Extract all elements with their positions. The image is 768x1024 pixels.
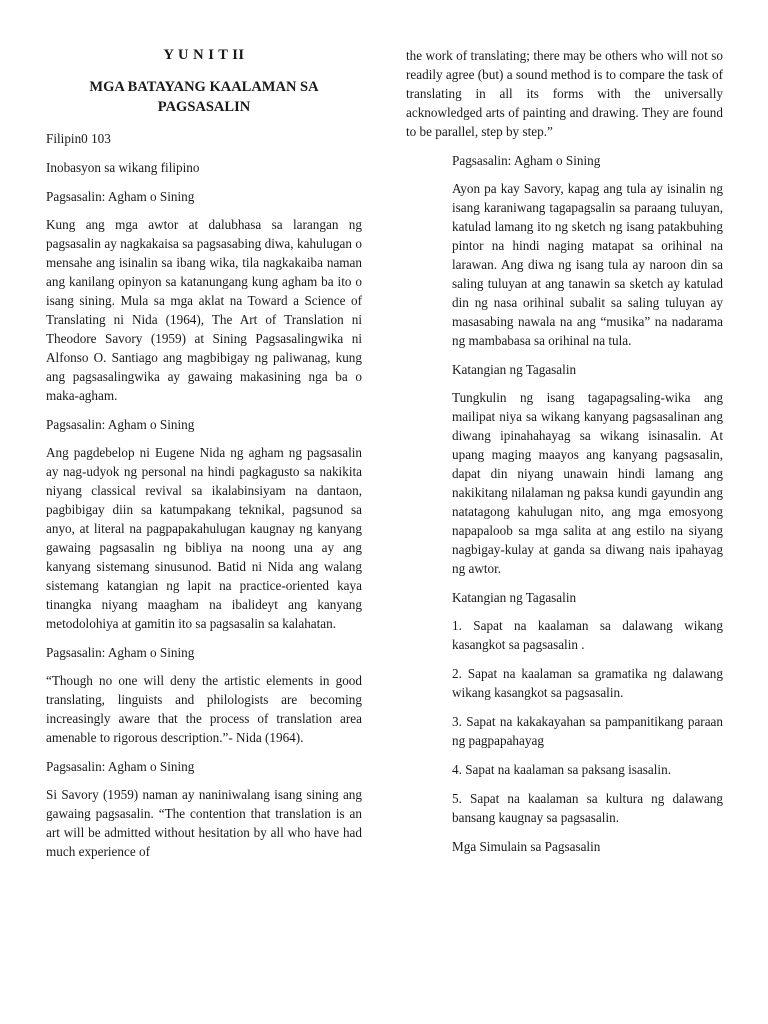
paragraph: Tungkulin ng isang tagapagsaling-wika ang mailipat niya sa wikang kanyang pagsasalinan ang diwang ipinahahayag sa wikang isinasalin. At upang maging maayos ang kanyang pagsasalin, dapat din niyang unawain hindi lamang ang nakikitang nilalaman ng paksa kundi gayundin ang natatagong kahulugan nito, ang mga emosyong napapaloob sa mga salita at ang estilo na siyang nagbigay-kulay at ganda sa diwang nais ipahayag ng awtor.	[452, 390, 723, 576]
paragraph: Kung ang mga awtor at dalubhasa sa larangan ng pagsasalin ay nagkakaisa sa pagsasabing diwa, kahulugan o mensahe ang isinalin sa ibang wika, tila nagkakaiba naman ang kanilang opinyon sa katanungang kung agham ba ito o isang sining. Mula sa mga aklat na Toward a Science of Translating ni Nida (1964), The Art of Translation ni Theodore Savory (1959) at Sining Pagsasalingwika ni Alfonso O. Santiago ang magbibigay ng paliwanag, kung ang pagsasalingwika ay gawaing makasining nga ba o maka-agham.	[46, 217, 362, 403]
paragraph: Ayon pa kay Savory, kapag ang tula ay isinalin ng isang karaniwang tagapagsalin sa paraang tuluyan, katulad lamang ito ng sketch ng isang patakbuhing pintor na hindi naging matapat sa orihinal na larawan. Ang diwa ng isang tula ay naroon din sa saling tuluyan at ang tanawin sa sketch ay katulad din ng nasa orihinal subalit sa saling tuluyan ay masasabing nawala na ang “musika” na nadarama ng mambabasa sa orihinal na tula.	[452, 181, 723, 348]
section-heading: Pagsasalin: Agham o Sining	[46, 759, 195, 774]
list-item: 4. Sapat na kaalaman sa paksang isasalin.	[452, 762, 671, 777]
list-item: 5. Sapat na kaalaman sa kultura ng dalawang bansang kaugnay sa pagsasalin.	[452, 791, 723, 825]
section-heading: Pagsasalin: Agham o Sining	[46, 189, 195, 204]
main-title: MGA BATAYANG KAALAMAN SA PAGSASALIN	[89, 79, 319, 115]
paragraph-continuation: the work of translating; there may be others who will not so readily agree (but) a sound method is to compare the task of translating in all its forms with the universally acknowledged arts of painting and drawing. They are found to be parallel, step by step.”	[406, 48, 723, 139]
course-code: Filipin0 103	[46, 131, 111, 146]
paragraph: Si Savory (1959) naman ay naniniwalang isang sining ang gawaing pagsasalin. “The contention that translation is an art will be admitted without hesitation by all who have had much experience of	[46, 787, 362, 859]
section-heading: Katangian ng Tagasalin	[452, 362, 577, 377]
list-item: 1. Sapat na kaalaman sa dalawang wikang kasangkot sa pagsasalin .	[452, 618, 723, 652]
right-indented-block	[452, 151, 723, 856]
section-heading: Pagsasalin: Agham o Sining	[46, 645, 195, 660]
paragraph: Ang pagdebelop ni Eugene Nida ng agham ng pagsasalin ay nag-udyok ng personal na hindi pagkagusto sa nakikita niyang classical revival sa ikalabinsiyam na dantaon, pagbibigay diin sa katumpakang teknikal, pagsunod sa anyo, at literal na pagpapakahulugan kaugnay ng kanyang gawaing pagsasalin ng bibliya na noong una ay ang kanyang sistemang sinusunod. Batid ni Nida ang walang sistemang katangian ng lapit na practice-oriented kaya tinangka niyang maagham na ibalideyt ang kanyang metodolohiya at gamitin ito sa pagsasalin sa kalahatan.	[46, 445, 362, 631]
section-heading: Mga Simulain sa Pagsasalin	[452, 839, 601, 854]
section-heading: Katangian ng Tagasalin	[452, 590, 577, 605]
course-subtitle: Inobasyon sa wikang filipino	[46, 160, 200, 175]
right-column	[406, 46, 723, 865]
section-heading: Pagsasalin: Agham o Sining	[452, 153, 601, 168]
left-column	[46, 0, 362, 871]
unit-title: Y U N I T II	[163, 47, 245, 63]
list-item: 3. Sapat na kakakayahan sa pampanitikang paraan ng pagpapahayag	[452, 714, 723, 748]
section-heading: Pagsasalin: Agham o Sining	[46, 417, 195, 432]
quote-paragraph: “Though no one will deny the artistic elements in good translating, linguists and philologists are becoming increasingly aware that the process of translation area amenable to rigorous description.”- Nida (1964).	[46, 673, 362, 745]
list-item: 2. Sapat na kaalaman sa gramatika ng dalawang wikang kasangkot sa pagsasalin.	[452, 666, 723, 700]
